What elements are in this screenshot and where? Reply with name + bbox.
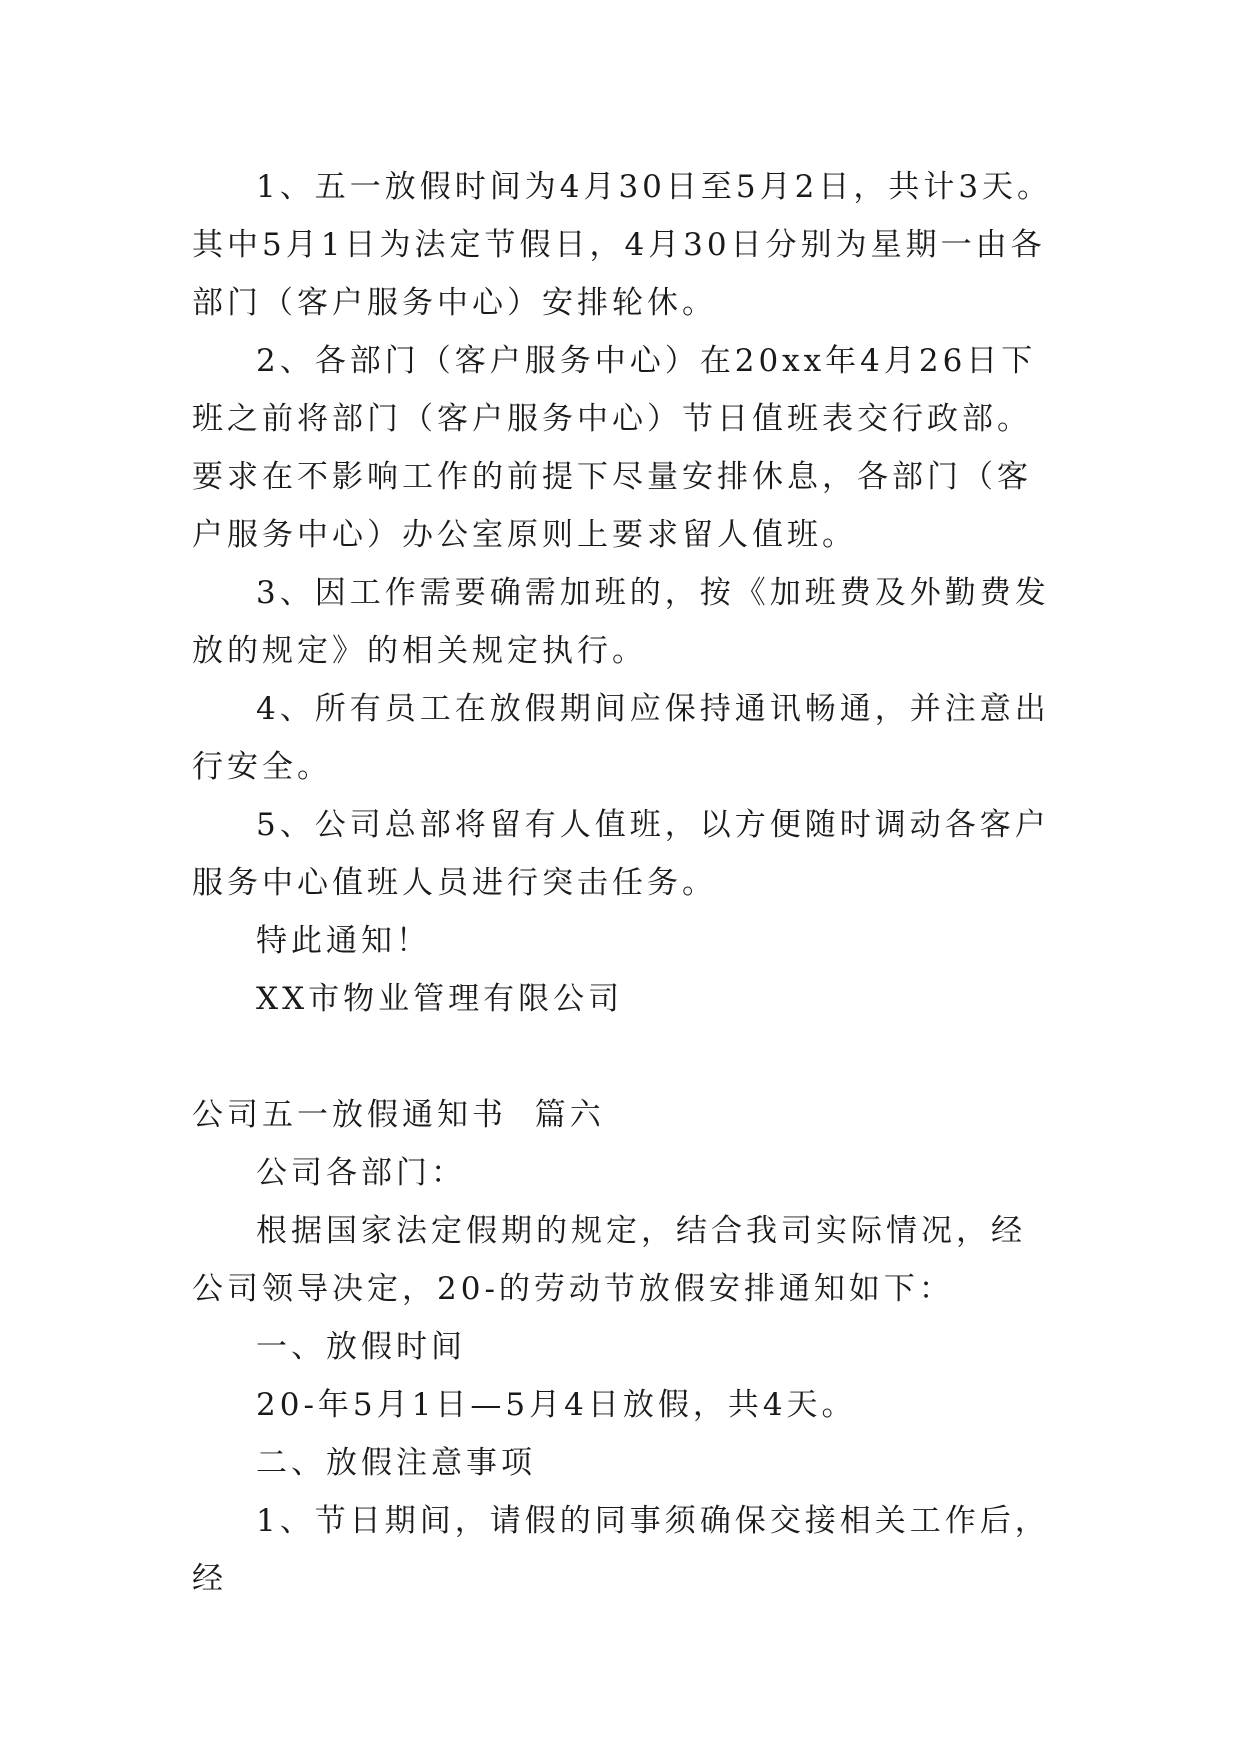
paragraph-overtime: 3、因工作需要确需加班的，按《加班费及外勤费发放的规定》的相关规定执行。 bbox=[192, 575, 1050, 669]
paragraph-leave-note: 1、节日期间，请假的同事须确保交接相关工作后，经 bbox=[192, 1503, 1050, 1597]
document-page bbox=[192, 158, 1056, 1608]
paragraph-headquarters-duty: 5、公司总部将留有人值班，以方便随时调动各客户服务中心值班人员进行突击任务。 bbox=[192, 807, 1050, 901]
paragraph-duty-schedule: 2、各部门（客户服务中心）在20xx年4月26日下班之前将部门（客户服务中心）节日值班表交行政部。要求在不影响工作的前提下尽量安排休息，各部门（客户服务中心）办公室原则上要求留人值班。 bbox=[192, 343, 1037, 553]
paragraph-holiday-dates: 20-年5月1日—5月4日放假，共4天。 bbox=[256, 1387, 857, 1423]
paragraph-holiday-time: 1、五一放假时间为4月30日至5月2日，共计3天。其中5月1日为法定节假日，4月30日分别为星期一由各部门（客户服务中心）安排轮休。 bbox=[192, 169, 1053, 321]
section-gap bbox=[192, 1028, 1056, 1086]
signature-company: XX市物业管理有限公司 bbox=[256, 981, 624, 1017]
salutation: 公司各部门： bbox=[256, 1155, 466, 1191]
section-title: 公司五一放假通知书 篇六 bbox=[192, 1097, 605, 1133]
paragraph-intro: 根据国家法定假期的规定，结合我司实际情况，经公司领导决定，20-的劳动节放假安排通知如下： bbox=[192, 1213, 1026, 1307]
heading-notes: 二、放假注意事项 bbox=[256, 1445, 536, 1481]
closing-notice: 特此通知！ bbox=[256, 923, 431, 959]
heading-holiday-time: 一、放假时间 bbox=[256, 1329, 466, 1365]
paragraph-communication: 4、所有员工在放假期间应保持通讯畅通，并注意出行安全。 bbox=[192, 691, 1050, 785]
